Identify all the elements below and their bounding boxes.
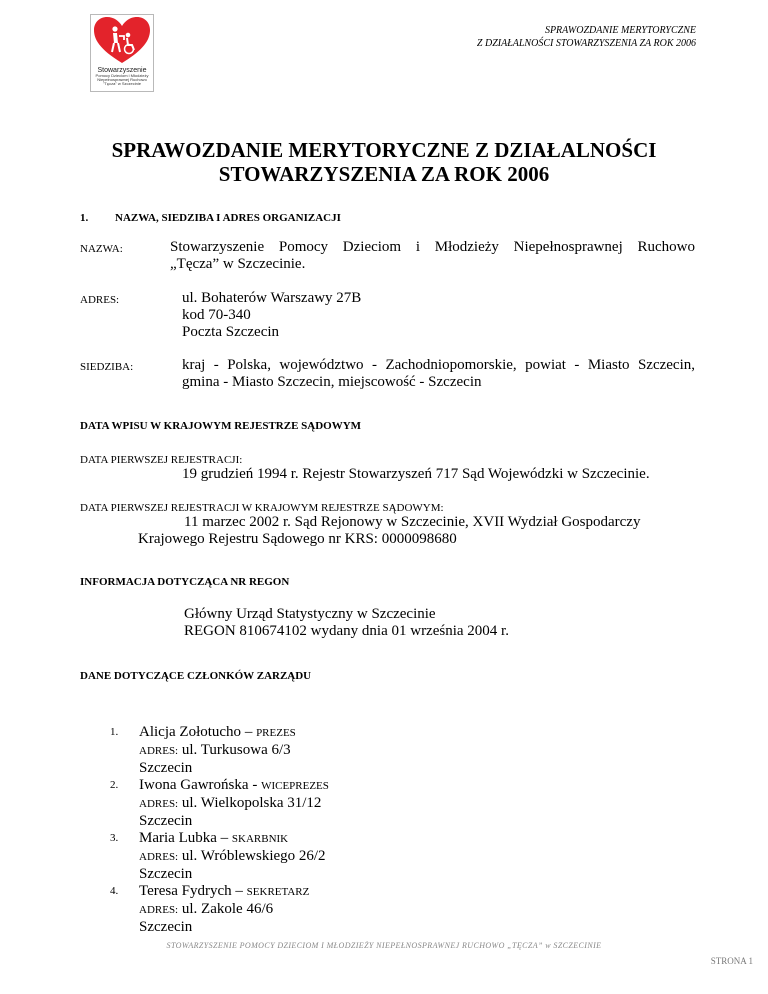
list-item-number: 3. <box>110 832 119 844</box>
address-label: ADRES: <box>139 798 179 810</box>
first-registration-label: DATA PIERWSZEJ REJESTRACJI: <box>80 454 243 466</box>
section-heading: NAZWA, SIEDZIBA I ADRES ORGANIZACJI <box>115 212 341 224</box>
member-street: ul. Wielkopolska 31/12 <box>178 795 322 811</box>
krs-heading: DATA WPISU W KRAJOWYM REJESTRZE SĄDOWYM <box>80 420 362 432</box>
address-label: ADRES: <box>139 851 179 863</box>
logo-sub: "Tęcza" w Szczecinie <box>103 81 141 86</box>
logo-name: Stowarzyszenie <box>97 67 147 74</box>
regon-line: Główny Urząd Statystyczny w Szczecinie <box>184 606 436 622</box>
krs-registration-value: 11 marzec 2002 r. Sąd Rejonowy w Szczecinie, XVII Wydział Gospodarczy <box>184 514 641 530</box>
logo-sub: Niepełnosprawnej Ruchowo <box>97 77 147 82</box>
address-label: ADRES: <box>139 745 179 757</box>
member-separator: - <box>248 777 262 793</box>
siedziba-value: kraj - Polska, województwo - Zachodniopomorskie, powiat - Miasto Szczecin, <box>182 357 695 373</box>
member-separator: – <box>241 724 257 740</box>
member-city: Szczecin <box>139 919 193 935</box>
document-title <box>40 138 728 186</box>
nazwa-label: NAZWA: <box>80 243 123 255</box>
nazwa-value: Stowarzyszenie Pomocy Dzieciom i Młodzieży Niepełnosprawnej Ruchowo <box>170 239 695 255</box>
board-list <box>110 724 329 936</box>
krs-registration-label: DATA PIERWSZEJ REJESTRACJI W KRAJOWYM REJESTRZE SĄDOWYM: <box>80 502 444 514</box>
siedziba-value: gmina - Miasto Szczecin, miejscowość - Szczecin <box>182 374 482 390</box>
title-line: STOWARZYSZENIA ZA ROK 2006 <box>218 162 550 186</box>
organization-logo <box>90 14 154 92</box>
address-label: ADRES: <box>139 904 179 916</box>
list-item-number: 4. <box>110 885 119 897</box>
first-registration-value: 19 grudzień 1994 r. Rejestr Stowarzyszeń 717 Sąd Wojewódzki w Szczecinie. <box>182 466 650 482</box>
member-city: Szczecin <box>139 760 193 776</box>
title-line: SPRAWOZDANIE MERYTORYCZNE Z DZIAŁALNOŚCI <box>111 138 657 162</box>
list-item-number: 2. <box>110 779 119 791</box>
section-number: 1. <box>80 212 89 224</box>
member-role: SKARBNIK <box>231 833 289 845</box>
board-heading: DANE DOTYCZĄCE CZŁONKÓW ZARZĄDU <box>80 670 312 682</box>
member-separator: – <box>216 830 232 846</box>
list-item-number: 1. <box>110 726 119 738</box>
adres-line: kod 70-340 <box>182 307 251 323</box>
header-line: SPRAWOZDANIE MERYTORYCZNE <box>544 25 696 36</box>
list-item <box>110 777 329 830</box>
member-role: SEKRETARZ <box>246 886 310 898</box>
list-item <box>110 724 329 777</box>
member-name: Teresa Fydrych <box>139 883 232 899</box>
header-line: Z DZIAŁALNOŚCI STOWARZYSZENIA ZA ROK 2006 <box>476 38 696 49</box>
krs-registration-value: Krajowego Rejestru Sądowego nr KRS: 0000098680 <box>138 531 457 547</box>
member-separator: – <box>231 883 247 899</box>
member-street: ul. Turkusowa 6/3 <box>178 742 291 758</box>
adres-line: ul. Bohaterów Warszawy 27B <box>182 290 362 306</box>
member-role: WICEPREZES <box>261 780 329 792</box>
adres-line: Poczta Szczecin <box>182 324 280 340</box>
regon-line: REGON 810674102 wydany dnia 01 września 2004 r. <box>184 623 509 639</box>
member-role: PREZES <box>256 727 296 739</box>
page-number: STRONA 1 <box>710 956 753 966</box>
nazwa-value: „Tęcza” w Szczecinie. <box>170 256 306 272</box>
siedziba-label: SIEDZIBA: <box>80 361 134 373</box>
member-city: Szczecin <box>139 813 193 829</box>
member-name: Maria Lubka <box>139 830 217 846</box>
member-city: Szczecin <box>139 866 193 882</box>
running-header <box>477 24 696 50</box>
list-item <box>110 883 329 936</box>
member-street: ul. Zakole 46/6 <box>178 901 274 917</box>
regon-heading: INFORMACJA DOTYCZĄCA NR REGON <box>80 576 290 588</box>
heart-wheelchair-icon <box>91 15 153 67</box>
list-item <box>110 830 329 883</box>
logo-sub: Pomocy Dzieciom i Młodzieży <box>95 73 149 78</box>
page-footer: STOWARZYSZENIE POMOCY DZIECIOM I MŁODZIEŻY NIEPEŁNOSPRAWNEJ RUCHOWO „TĘCZA” w SZCZECINIE <box>166 941 602 950</box>
member-name: Iwona Gawrońska <box>139 777 249 793</box>
member-name: Alicja Zołotucho <box>139 724 242 740</box>
member-street: ul. Wróblewskiego 26/2 <box>178 848 326 864</box>
adres-label: ADRES: <box>80 294 120 306</box>
